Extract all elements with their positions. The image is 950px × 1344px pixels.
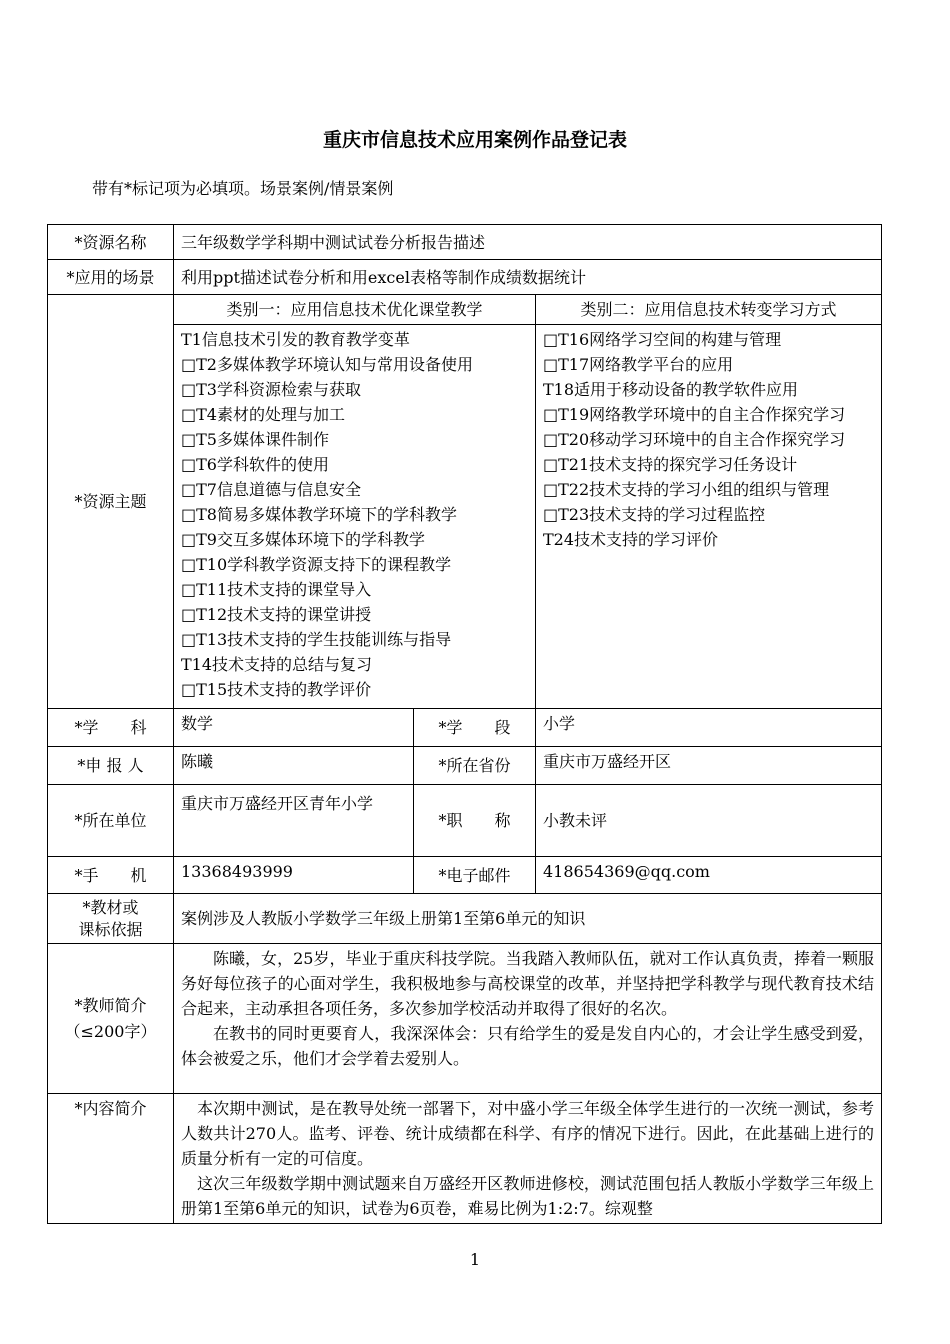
applicant-value: 陈曦 [174,747,414,785]
textbook-value: 案例涉及人教版小学数学三年级上册第1至第6单元的知识 [174,894,882,944]
topic-item: □T5多媒体课件制作 [181,430,329,449]
topic-item: □T10学科教学资源支持下的课程教学 [181,555,452,574]
scenario-value: 利用ppt描述试卷分析和用excel表格等制作成绩数据统计 [174,260,882,295]
content-intro-label: *内容简介 [48,1094,174,1224]
topic-item: □T2多媒体教学环境认知与常用设备使用 [181,355,473,374]
topic-item: T14技术支持的总结与复习 [181,655,373,674]
topic-item: T1信息技术引发的教育教学变革 [181,330,410,349]
topic-item: T18适用于移动设备的教学软件应用 [543,380,799,399]
resource-name-value: 三年级数学学科期中测试试卷分析报告描述 [174,225,882,260]
teacher-intro-label-line2: （≤200字） [64,1021,157,1041]
applicant-label: *申 报 人 [48,747,174,785]
textbook-label-line1: *教材或 [82,897,139,917]
topic-item: □T16网络学习空间的构建与管理 [543,330,782,349]
unit-label: *所在单位 [48,785,174,857]
topic-item: □T7信息道德与信息安全 [181,480,361,499]
teacher-intro-paragraph: 陈曦，女，25岁，毕业于重庆科技学院。当我踏入教师队伍，就对工作认真负责，捧着一颗服务好每位孩子的心面对学生，我积极地参与高校课堂的改革，并坚持把学科教学与现代教育技术结合起来，主动承担各项任务，多次参加学校活动并取得了很好的名次。 [181,949,875,1018]
content-intro-text [174,1094,882,1224]
province-value: 重庆市万盛经开区 [536,747,882,785]
form-note: 带有*标记项为必填项。场景案例/情景案例 [92,179,394,198]
category2-cell [536,295,882,709]
content-intro-paragraph: 本次期中测试，是在教导处统一部署下，对中盛小学三年级全体学生进行的一次统一测试，参考人数共计270人。监考、评卷、统计成绩都在科学、有序的情况下进行。因此，在此基础上进行的质量分析有一定的可信度。 [181,1099,875,1168]
subject-value: 数学 [174,709,414,747]
topic-item: □T6学科软件的使用 [181,455,329,474]
teacher-intro-label [48,944,174,1094]
page-number: 1 [469,1250,481,1269]
teacher-intro-paragraph: 在教书的同时更要育人，我深深体会：只有给学生的爱是发自内心的，才会让学生感受到爱，体会被爱之乐，他们才会学着去爱别人。 [181,1024,875,1068]
category2-topic-list [536,325,881,554]
category1-heading: 类别一：应用信息技术优化课堂教学 [174,295,535,325]
stage-value: 小学 [536,709,882,747]
content-intro-paragraph: 这次三年级数学期中测试题来自万盛经开区教师进修校，测试范围包括人教版小学数学三年级上册第1至第6单元的知识，试卷为6页卷，难易比例为1:2:7。综观整 [181,1174,875,1218]
textbook-label-line2: 课标依据 [78,919,143,939]
topic-item: □T20移动学习环境中的自主合作探究学习 [543,430,846,449]
category2-heading: 类别二：应用信息技术转变学习方式 [536,295,881,325]
topic-item: □T4素材的处理与加工 [181,405,345,424]
phone-value: 13368493999 [174,857,414,894]
teacher-intro-text [174,944,882,1094]
title-rank-label: *职 称 [414,785,536,857]
registration-form [47,224,882,1224]
page-title: 重庆市信息技术应用案例作品登记表 [322,129,627,151]
province-label: *所在省份 [414,747,536,785]
topic-item: □T15技术支持的教学评价 [181,680,372,699]
topic-item: □T3学科资源检索与获取 [181,380,361,399]
phone-label: *手 机 [48,857,174,894]
category1-topic-list [174,325,535,704]
resource-name-label: *资源名称 [48,225,174,260]
topic-item: □T13技术支持的学生技能训练与指导 [181,630,452,649]
teacher-intro-label-line1: *教师简介 [74,995,147,1015]
topic-item: □T21技术支持的探究学习任务设计 [543,455,798,474]
email-label: *电子邮件 [414,857,536,894]
title-rank-value: 小教未评 [536,785,882,857]
topic-item: □T8简易多媒体教学环境下的学科教学 [181,505,457,524]
topic-item: □T22技术支持的学习小组的组织与管理 [543,480,830,499]
topic-item: T24技术支持的学习评价 [543,530,719,549]
unit-value: 重庆市万盛经开区青年小学 [174,785,414,857]
email-value: 418654369@qq.com [536,857,882,894]
topic-item: □T11技术支持的课堂导入 [181,580,372,599]
textbook-label [48,894,174,944]
topic-item: □T17网络教学平台的应用 [543,355,734,374]
topic-item: □T12技术支持的课堂讲授 [181,605,372,624]
topic-item: □T23技术支持的学习过程监控 [543,505,766,524]
category1-cell [174,295,536,709]
subject-label: *学 科 [48,709,174,747]
scenario-label: *应用的场景 [48,260,174,295]
topic-item: □T9交互多媒体环境下的学科教学 [181,530,425,549]
stage-label: *学 段 [414,709,536,747]
topic-label: *资源主题 [48,295,174,709]
topic-item: □T19网络教学环境中的自主合作探究学习 [543,405,846,424]
